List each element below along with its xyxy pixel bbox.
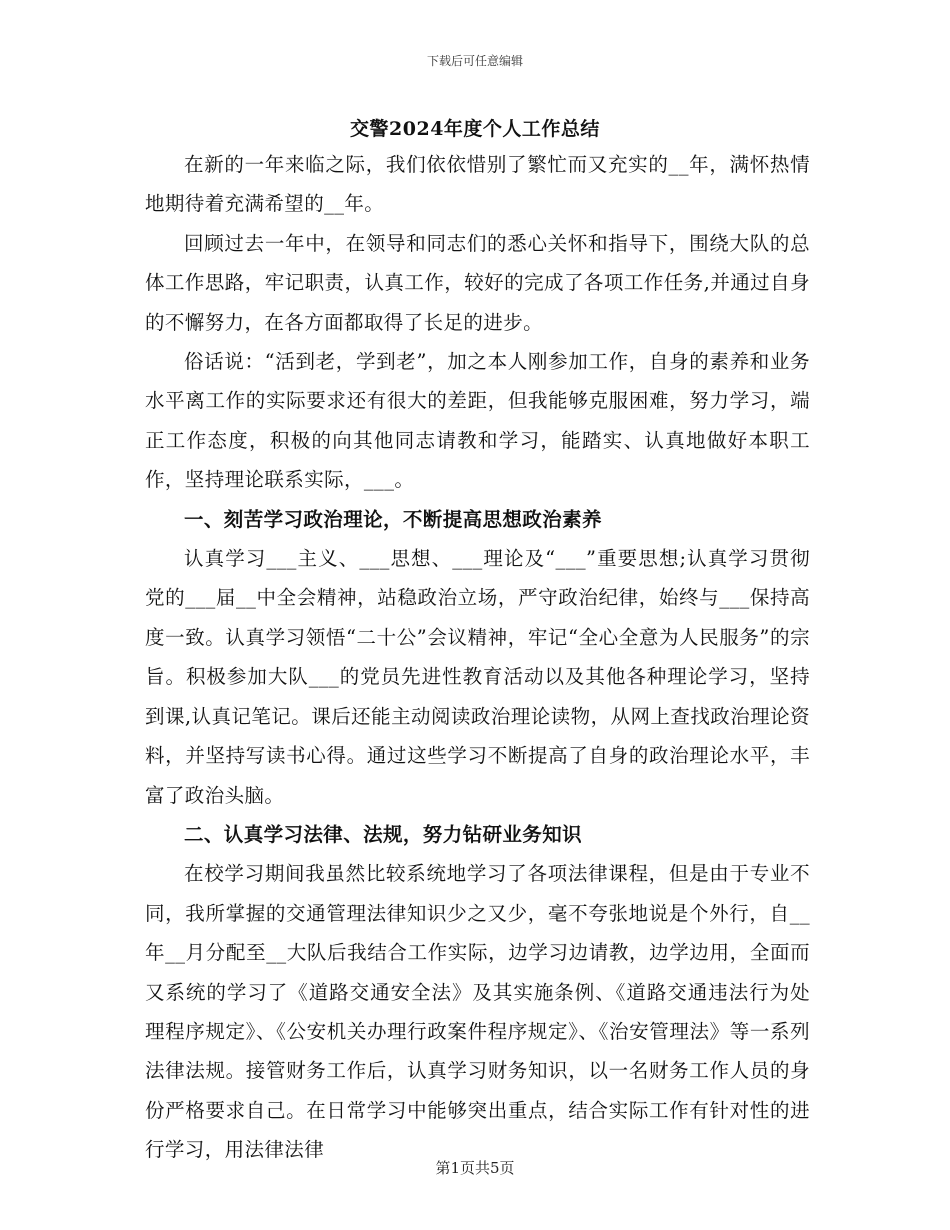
- section-heading-1: 一、刻苦学习政治理论，不断提高思想政治素养: [184, 507, 602, 531]
- section-paragraph-2: 在校学习期间我虽然比较系统地学习了各项法律课程，但是由于专业不同，我所掌握的交通管理法律知识少之又少，毫不夸张地说是个外行，自__年__月分配至__大队后我结合工作实际，边学习边请教，边学边用，全面而又系统的学习了《道路交通安全法》及其实施条例、《道路交通违法行为处理程序规定》、《公安机关办理行政案件程序规定》、《治安管理法》等一系列法律法规。接管财务工作后，认真学习财务知识，以一名财务工作人员的身份严格要求自己。在日常学习中能够突出重点，结合实际工作有针对性的进行学习，用法律法律: [145, 862, 810, 1162]
- document-title: 交警2024年度个人工作总结: [350, 118, 600, 140]
- paragraph-intro: 在新的一年来临之际，我们依依惜别了繁忙而又充实的__年，满怀热情地期待着充满希望的__年。: [145, 153, 810, 216]
- header-note: 下载后可任意编辑: [426, 54, 523, 68]
- paragraph-review: 回顾过去一年中，在领导和同志们的悉心关怀和指导下，围绕大队的总体工作思路，牢记职责，认真工作，较好的完成了各项工作任务,并通过自身的不懈努力，在各方面都取得了长足的进步。: [145, 231, 810, 334]
- paragraph-saying: 俗话说：“活到老，学到老”，加之本人刚参加工作，自身的素养和业务水平离工作的实际要求还有很大的差距，但我能够克服困难，努力学习，端正工作态度，积极的向其他同志请教和学习，能踏实、认真地做好本职工作，坚持理论联系实际，___。: [145, 350, 810, 492]
- section-paragraph-1: 认真学习___主义、___思想、___理论及“___”重要思想;认真学习贯彻党的___届__中全会精神，站稳政治立场，严守政治纪律，始终与___保持高度一致。认真学习领悟“二十公”会议精神，牢记“全心全意为人民服务”的宗旨。积极参加大队___的党员先进性教育活动以及其他各种理论学习，坚持到课,认真记笔记。课后还能主动阅读政治理论读物，从网上查找政治理论资料，并坚持写读书心得。通过这些学习不断提高了自身的政治理论水平，丰富了政治头脑。: [145, 547, 810, 807]
- document-body: [145, 145, 810, 1170]
- section-heading-2: 二、认真学习法律、法规，努力钻研业务知识: [184, 822, 583, 846]
- page-number: 第1页共5页: [435, 1159, 515, 1177]
